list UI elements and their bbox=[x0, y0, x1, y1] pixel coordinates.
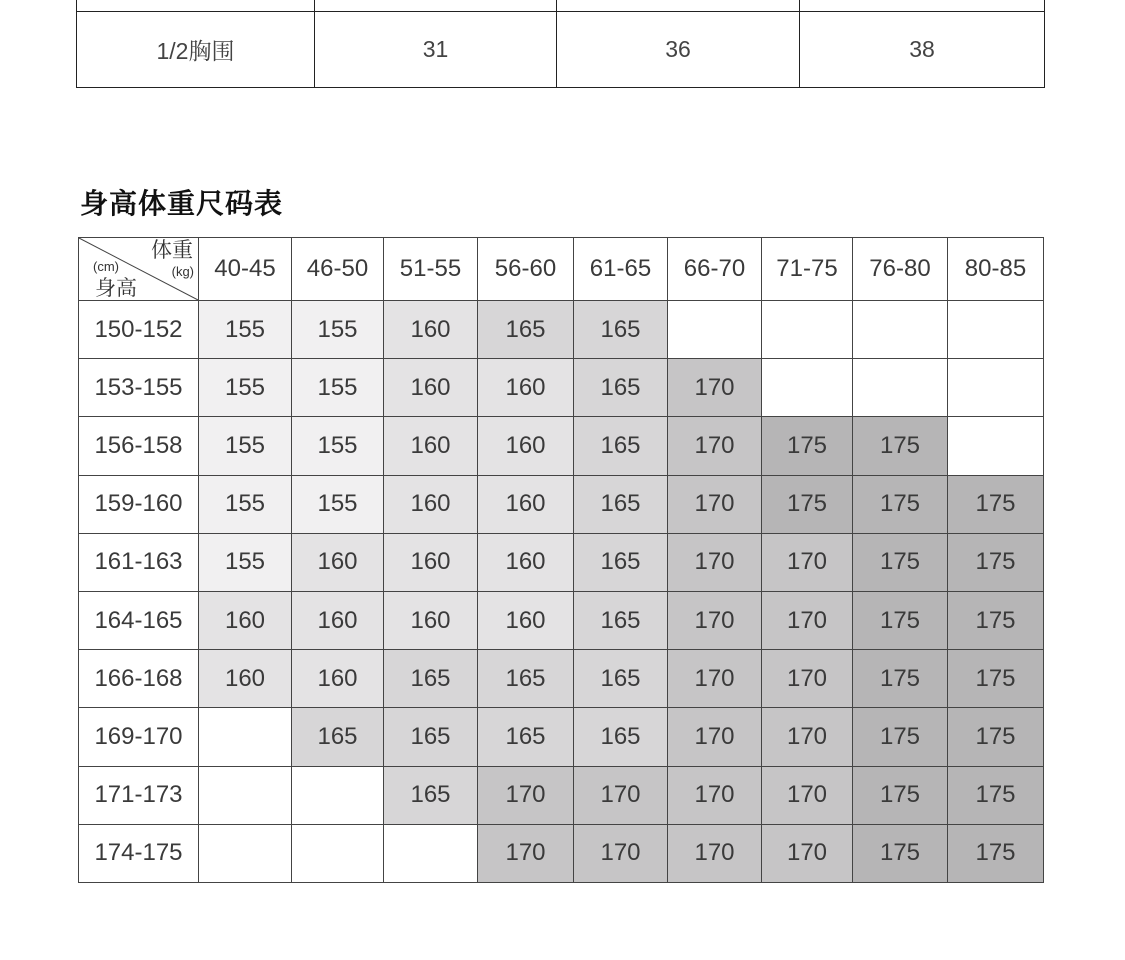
size-cell bbox=[199, 766, 292, 824]
table-cell bbox=[315, 0, 557, 12]
weight-range-header: 40-45 bbox=[199, 238, 292, 301]
size-cell: 165 bbox=[292, 708, 384, 766]
weight-range-header: 51-55 bbox=[384, 238, 478, 301]
size-cell bbox=[948, 359, 1044, 417]
section-title: 身高体重尺码表 bbox=[80, 187, 284, 220]
size-cell: 160 bbox=[384, 533, 478, 591]
size-cell: 170 bbox=[478, 766, 574, 824]
size-cell: 165 bbox=[574, 301, 668, 359]
size-cell: 170 bbox=[762, 591, 853, 649]
size-cell: 165 bbox=[574, 650, 668, 708]
size-cell: 165 bbox=[478, 708, 574, 766]
size-cell: 170 bbox=[762, 533, 853, 591]
size-cell: 170 bbox=[762, 708, 853, 766]
size-cell: 160 bbox=[478, 359, 574, 417]
size-row bbox=[79, 533, 1044, 591]
size-cell: 170 bbox=[762, 650, 853, 708]
size-cell: 160 bbox=[384, 475, 478, 533]
height-range-cell: 161-163 bbox=[79, 533, 199, 591]
weight-range-header: 56-60 bbox=[478, 238, 574, 301]
size-cell bbox=[948, 417, 1044, 475]
size-cell: 170 bbox=[762, 766, 853, 824]
table-cell: 36 bbox=[557, 12, 800, 88]
size-cell: 155 bbox=[199, 301, 292, 359]
table-cell bbox=[557, 0, 800, 12]
weight-unit: (kg) bbox=[171, 264, 194, 279]
height-label: 身高 bbox=[95, 277, 137, 300]
size-cell bbox=[853, 359, 948, 417]
size-cell: 170 bbox=[668, 766, 762, 824]
size-cell: 165 bbox=[384, 708, 478, 766]
size-cell: 175 bbox=[853, 650, 948, 708]
size-cell: 160 bbox=[292, 650, 384, 708]
size-cell: 170 bbox=[668, 591, 762, 649]
size-cell bbox=[292, 824, 384, 882]
size-cell: 170 bbox=[668, 824, 762, 882]
size-cell: 160 bbox=[384, 417, 478, 475]
table-cell bbox=[77, 0, 315, 12]
size-cell: 160 bbox=[199, 650, 292, 708]
size-row bbox=[79, 708, 1044, 766]
size-cell: 160 bbox=[478, 417, 574, 475]
height-range-cell: 166-168 bbox=[79, 650, 199, 708]
table-cell: 38 bbox=[800, 12, 1045, 88]
size-cell: 165 bbox=[574, 533, 668, 591]
height-range-cell: 171-173 bbox=[79, 766, 199, 824]
weight-range-header: 76-80 bbox=[853, 238, 948, 301]
size-cell: 155 bbox=[199, 533, 292, 591]
weight-range-header: 66-70 bbox=[668, 238, 762, 301]
size-cell: 175 bbox=[948, 766, 1044, 824]
table-cell: 1/2胸围 bbox=[77, 12, 315, 88]
size-cell: 160 bbox=[478, 475, 574, 533]
size-row bbox=[79, 475, 1044, 533]
size-cell: 155 bbox=[199, 417, 292, 475]
size-row bbox=[79, 301, 1044, 359]
size-cell: 175 bbox=[853, 766, 948, 824]
size-cell: 160 bbox=[384, 591, 478, 649]
size-row bbox=[79, 824, 1044, 882]
size-cell: 165 bbox=[574, 359, 668, 417]
size-cell: 155 bbox=[199, 359, 292, 417]
size-cell: 160 bbox=[478, 533, 574, 591]
size-cell: 165 bbox=[478, 301, 574, 359]
weight-range-header: 46-50 bbox=[292, 238, 384, 301]
size-cell: 160 bbox=[384, 301, 478, 359]
size-cell bbox=[668, 301, 762, 359]
size-cell bbox=[948, 301, 1044, 359]
weight-label: 体重 bbox=[151, 239, 193, 262]
size-row bbox=[79, 766, 1044, 824]
size-cell: 165 bbox=[574, 475, 668, 533]
size-cell: 165 bbox=[478, 650, 574, 708]
size-cell: 155 bbox=[292, 475, 384, 533]
size-cell bbox=[762, 359, 853, 417]
size-cell bbox=[853, 301, 948, 359]
size-cell: 160 bbox=[292, 591, 384, 649]
size-cell: 175 bbox=[948, 708, 1044, 766]
size-cell: 160 bbox=[199, 591, 292, 649]
height-range-cell: 153-155 bbox=[79, 359, 199, 417]
weight-range-header: 80-85 bbox=[948, 238, 1044, 301]
size-cell: 175 bbox=[762, 417, 853, 475]
size-cell: 170 bbox=[668, 417, 762, 475]
size-cell: 175 bbox=[948, 824, 1044, 882]
size-cell bbox=[199, 708, 292, 766]
size-cell: 175 bbox=[853, 708, 948, 766]
header-row bbox=[79, 238, 1044, 301]
size-cell: 155 bbox=[199, 475, 292, 533]
size-row bbox=[79, 359, 1044, 417]
height-range-cell: 164-165 bbox=[79, 591, 199, 649]
size-chart-table bbox=[78, 237, 1044, 883]
height-range-cell: 169-170 bbox=[79, 708, 199, 766]
height-range-cell: 174-175 bbox=[79, 824, 199, 882]
size-cell: 165 bbox=[384, 766, 478, 824]
height-range-cell: 159-160 bbox=[79, 475, 199, 533]
size-cell: 170 bbox=[478, 824, 574, 882]
size-cell: 175 bbox=[853, 591, 948, 649]
size-cell: 175 bbox=[853, 417, 948, 475]
table-cell: 31 bbox=[315, 12, 557, 88]
size-cell: 170 bbox=[668, 708, 762, 766]
size-cell: 155 bbox=[292, 301, 384, 359]
size-row bbox=[79, 650, 1044, 708]
size-cell: 175 bbox=[853, 533, 948, 591]
size-cell bbox=[292, 766, 384, 824]
size-cell: 165 bbox=[574, 708, 668, 766]
size-cell: 175 bbox=[948, 475, 1044, 533]
size-cell: 165 bbox=[574, 591, 668, 649]
height-unit: (cm) bbox=[93, 259, 119, 274]
measurement-table bbox=[76, 0, 1045, 88]
size-cell: 175 bbox=[948, 591, 1044, 649]
size-cell: 170 bbox=[762, 824, 853, 882]
size-cell: 155 bbox=[292, 417, 384, 475]
size-row bbox=[79, 591, 1044, 649]
size-cell: 170 bbox=[668, 359, 762, 417]
size-row bbox=[79, 417, 1044, 475]
table-row bbox=[77, 12, 1045, 88]
size-cell: 160 bbox=[292, 533, 384, 591]
size-cell: 175 bbox=[853, 824, 948, 882]
table-cell bbox=[800, 0, 1045, 12]
size-cell: 160 bbox=[384, 359, 478, 417]
size-cell: 155 bbox=[292, 359, 384, 417]
size-cell: 170 bbox=[668, 650, 762, 708]
size-cell: 175 bbox=[948, 650, 1044, 708]
size-cell: 170 bbox=[668, 533, 762, 591]
size-cell: 165 bbox=[574, 417, 668, 475]
weight-range-header: 61-65 bbox=[574, 238, 668, 301]
height-range-cell: 150-152 bbox=[79, 301, 199, 359]
size-cell: 160 bbox=[478, 591, 574, 649]
size-cell: 170 bbox=[574, 766, 668, 824]
size-cell: 175 bbox=[948, 533, 1044, 591]
size-cell: 175 bbox=[853, 475, 948, 533]
size-cell: 165 bbox=[384, 650, 478, 708]
size-cell: 175 bbox=[762, 475, 853, 533]
size-cell bbox=[384, 824, 478, 882]
size-cell: 170 bbox=[574, 824, 668, 882]
table-row bbox=[77, 0, 1045, 12]
size-cell: 170 bbox=[668, 475, 762, 533]
weight-range-header: 71-75 bbox=[762, 238, 853, 301]
corner-header-cell bbox=[79, 238, 199, 301]
height-range-cell: 156-158 bbox=[79, 417, 199, 475]
size-cell bbox=[762, 301, 853, 359]
size-cell bbox=[199, 824, 292, 882]
